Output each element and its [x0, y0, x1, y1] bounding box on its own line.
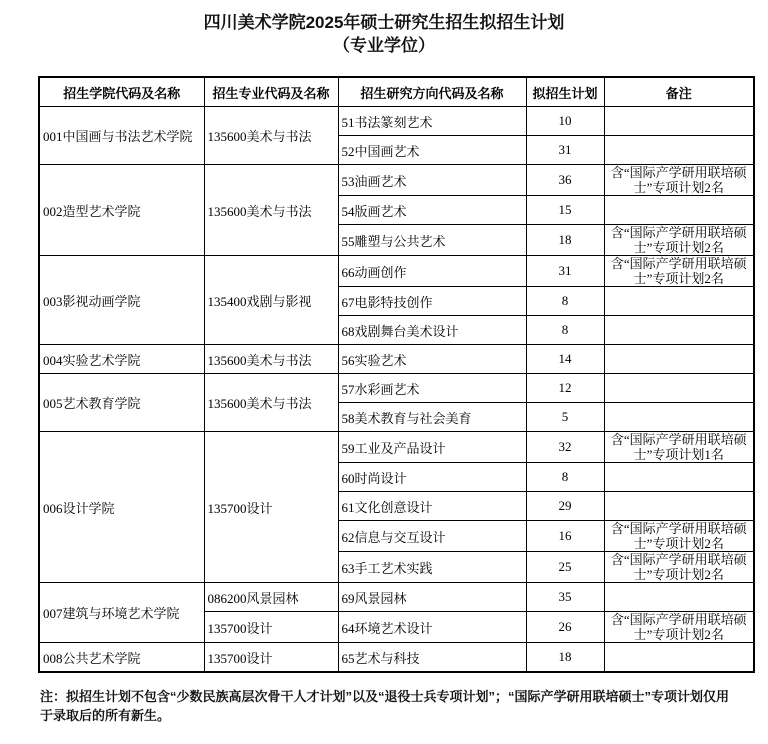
remark-cell — [604, 492, 754, 521]
plan-cell: 36 — [526, 165, 604, 196]
major-cell: 135700设计 — [204, 432, 338, 583]
column-header: 拟招生计划 — [526, 77, 604, 107]
direction-cell: 54版画艺术 — [338, 196, 526, 225]
plan-cell: 25 — [526, 552, 604, 583]
remark-cell — [604, 583, 754, 612]
plan-cell: 5 — [526, 403, 604, 432]
plan-cell: 18 — [526, 225, 604, 256]
remark-cell: 含“国际产学研用联培硕士”专项计划2名 — [604, 612, 754, 643]
remark-cell: 含“国际产学研用联培硕士”专项计划2名 — [604, 256, 754, 287]
direction-cell: 62信息与交互设计 — [338, 521, 526, 552]
table-row — [39, 374, 754, 403]
page-title — [0, 11, 768, 57]
college-cell: 004实验艺术学院 — [39, 345, 204, 374]
remark-cell: 含“国际产学研用联培硕士”专项计划2名 — [604, 165, 754, 196]
plan-cell: 18 — [526, 643, 604, 673]
plan-cell: 8 — [526, 316, 604, 345]
remark-cell — [604, 316, 754, 345]
remark-cell — [604, 345, 754, 374]
remark-cell — [604, 107, 754, 136]
plan-cell: 8 — [526, 287, 604, 316]
remark-cell: 含“国际产学研用联培硕士”专项计划1名 — [604, 432, 754, 463]
college-cell: 008公共艺术学院 — [39, 643, 204, 673]
remark-cell — [604, 196, 754, 225]
remark-cell — [604, 643, 754, 673]
footnote: 注：拟招生计划不包含“少数民族高层次骨干人才计划”以及“退役士兵专项计划”；“国际产学研用联培硕士”专项计划仅用于录取后的所有新生。 — [40, 689, 730, 723]
title-line2: （专业学位） — [333, 36, 435, 55]
table-row — [39, 432, 754, 463]
remark-cell — [604, 403, 754, 432]
remark-cell: 含“国际产学研用联培硕士”专项计划2名 — [604, 521, 754, 552]
remark-cell: 含“国际产学研用联培硕士”专项计划2名 — [604, 225, 754, 256]
plan-cell: 31 — [526, 136, 604, 165]
remark-cell — [604, 136, 754, 165]
direction-cell: 53油画艺术 — [338, 165, 526, 196]
major-cell: 135600美术与书法 — [204, 374, 338, 432]
college-cell: 002造型艺术学院 — [39, 165, 204, 256]
column-header: 备注 — [604, 77, 754, 107]
plan-cell: 31 — [526, 256, 604, 287]
plan-cell: 12 — [526, 374, 604, 403]
college-cell: 003影视动画学院 — [39, 256, 204, 345]
major-cell: 135600美术与书法 — [204, 107, 338, 165]
major-cell: 135600美术与书法 — [204, 345, 338, 374]
direction-cell: 66动画创作 — [338, 256, 526, 287]
table-row — [39, 165, 754, 196]
plan-cell: 32 — [526, 432, 604, 463]
header-row — [39, 77, 754, 107]
plan-cell: 29 — [526, 492, 604, 521]
table-row — [39, 345, 754, 374]
major-cell: 086200风景园林 — [204, 583, 338, 612]
plan-cell: 16 — [526, 521, 604, 552]
direction-cell: 59工业及产品设计 — [338, 432, 526, 463]
plan-table — [38, 76, 755, 673]
major-cell: 135400戏剧与影视 — [204, 256, 338, 345]
direction-cell: 58美术教育与社会美育 — [338, 403, 526, 432]
direction-cell: 57水彩画艺术 — [338, 374, 526, 403]
plan-cell: 35 — [526, 583, 604, 612]
direction-cell: 60时尚设计 — [338, 463, 526, 492]
direction-cell: 67电影特技创作 — [338, 287, 526, 316]
major-cell: 135600美术与书法 — [204, 165, 338, 256]
remark-cell — [604, 463, 754, 492]
major-cell: 135700设计 — [204, 643, 338, 673]
direction-cell: 56实验艺术 — [338, 345, 526, 374]
direction-cell: 55雕塑与公共艺术 — [338, 225, 526, 256]
remark-cell — [604, 374, 754, 403]
college-cell: 001中国画与书法艺术学院 — [39, 107, 204, 165]
table-row — [39, 583, 754, 612]
college-cell: 006设计学院 — [39, 432, 204, 583]
column-header: 招生研究方向代码及名称 — [338, 77, 526, 107]
table-row — [39, 107, 754, 136]
direction-cell: 65艺术与科技 — [338, 643, 526, 673]
plan-cell: 26 — [526, 612, 604, 643]
direction-cell: 63手工艺术实践 — [338, 552, 526, 583]
college-cell: 005艺术教育学院 — [39, 374, 204, 432]
direction-cell: 51书法篆刻艺术 — [338, 107, 526, 136]
direction-cell: 61文化创意设计 — [338, 492, 526, 521]
direction-cell: 68戏剧舞台美术设计 — [338, 316, 526, 345]
direction-cell: 52中国画艺术 — [338, 136, 526, 165]
plan-cell: 15 — [526, 196, 604, 225]
direction-cell: 64环境艺术设计 — [338, 612, 526, 643]
table-row — [39, 256, 754, 287]
plan-cell: 8 — [526, 463, 604, 492]
college-cell: 007建筑与环境艺术学院 — [39, 583, 204, 643]
remark-cell — [604, 287, 754, 316]
table-row — [39, 643, 754, 673]
table-body — [39, 107, 754, 673]
column-header: 招生专业代码及名称 — [204, 77, 338, 107]
plan-cell: 10 — [526, 107, 604, 136]
title-line1: 四川美术学院2025年硕士研究生招生拟招生计划 — [203, 13, 565, 32]
column-header: 招生学院代码及名称 — [39, 77, 204, 107]
major-cell: 135700设计 — [204, 612, 338, 643]
direction-cell: 69风景园林 — [338, 583, 526, 612]
plan-cell: 14 — [526, 345, 604, 374]
remark-cell: 含“国际产学研用联培硕士”专项计划2名 — [604, 552, 754, 583]
